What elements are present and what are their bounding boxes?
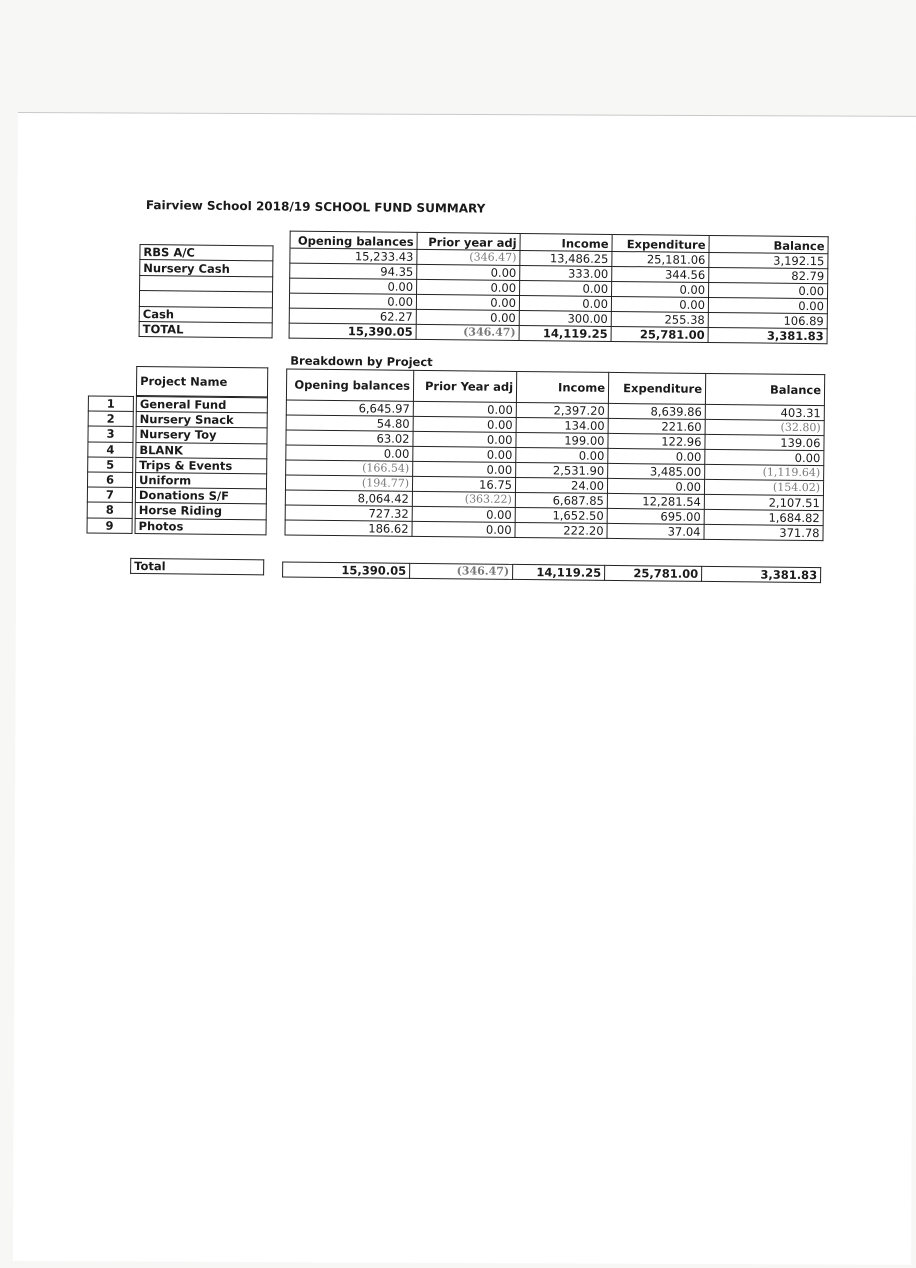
cell-expenditure: 25,181.06: [612, 251, 709, 267]
account-label: Cash: [139, 306, 272, 323]
cell-prior-adj: 0.00: [412, 506, 515, 522]
col-header-expenditure: Expenditure: [608, 372, 705, 404]
project-name: Donations S/F: [135, 488, 266, 505]
cell-balance: 106.89: [708, 312, 827, 328]
project-number: 5: [88, 457, 133, 473]
project-name: Photos: [135, 518, 266, 535]
cell-income: 13,486.25: [520, 250, 612, 266]
cell-balance: (154.02): [704, 479, 823, 495]
total-balance: 3,381.83: [702, 566, 821, 582]
col-header-expenditure: Expenditure: [612, 234, 709, 252]
cell-balance: (1,119.64): [705, 464, 824, 480]
cell-balance: 2,107.51: [704, 494, 823, 510]
cell-opening: 8,064.42: [285, 490, 412, 506]
cell-balance: 1,684.82: [704, 509, 823, 525]
cell-expenditure: 122.96: [608, 433, 705, 449]
total-balance: 3,381.83: [708, 327, 827, 343]
cell-income: 0.00: [516, 447, 608, 463]
cell-prior-adj: 16.75: [412, 476, 515, 492]
project-number: 6: [87, 472, 132, 488]
cell-balance: 403.31: [705, 404, 824, 420]
total-income: 14,119.25: [519, 325, 611, 341]
cell-income: 1,652.50: [515, 507, 607, 523]
project-number: 4: [88, 442, 133, 458]
cell-opening: 15,233.43: [290, 248, 417, 264]
cell-opening: 6,645.97: [286, 400, 413, 416]
project-name: Nursery Snack: [136, 412, 267, 429]
cell-expenditure: 12,281.54: [607, 493, 704, 509]
cell-prior-adj: 0.00: [416, 294, 519, 310]
cell-income: 2,397.20: [516, 402, 608, 418]
cell-opening: 186.62: [285, 520, 412, 536]
cell-opening: (194.77): [285, 475, 412, 491]
col-header-income: Income: [520, 233, 612, 251]
project-name-column: [135, 396, 268, 535]
cell-expenditure: 0.00: [607, 478, 704, 494]
cell-prior-adj: 0.00: [417, 264, 520, 280]
cell-income: 0.00: [520, 280, 612, 296]
cell-expenditure: 344.56: [612, 266, 709, 282]
cell-opening: 0.00: [289, 293, 416, 309]
project-name-header-box: [136, 366, 268, 397]
total-expenditure: 25,781.00: [605, 565, 702, 581]
summary-account-labels: [139, 244, 274, 339]
total-opening: 15,390.05: [289, 323, 416, 339]
account-label: RBS A/C: [140, 245, 273, 262]
project-name: BLANK: [136, 442, 267, 459]
cell-income: 199.00: [516, 432, 608, 448]
account-label: [139, 291, 272, 308]
cell-opening: 727.32: [285, 505, 412, 521]
project-name-header: Project Name: [136, 366, 267, 396]
cell-prior-adj: 0.00: [416, 309, 519, 325]
cell-balance: 0.00: [705, 449, 824, 465]
project-name: Uniform: [135, 472, 266, 489]
cell-income: 333.00: [520, 265, 612, 281]
project-number: 2: [88, 411, 133, 427]
col-header-prior-adj: Prior Year adj: [413, 370, 516, 402]
project-name: General Fund: [136, 396, 267, 413]
cell-expenditure: 8,639.86: [608, 403, 705, 419]
total-prior-adj: (346.47): [416, 324, 519, 340]
cell-opening: 94.35: [290, 263, 417, 279]
cell-prior-adj: 0.00: [413, 446, 516, 462]
breakdown-table: [284, 369, 825, 542]
document-title: Fairview School 2018/19 SCHOOL FUND SUMMARY: [145, 198, 486, 216]
cell-balance: (32.80): [705, 419, 824, 435]
cell-balance: 139.06: [705, 434, 824, 450]
cell-income: 24.00: [515, 477, 607, 493]
cell-expenditure: 3,485.00: [608, 463, 705, 479]
cell-prior-adj: 0.00: [413, 401, 516, 417]
cell-balance: 3,192.15: [709, 252, 828, 268]
col-header-prior-adj: Prior year adj: [417, 232, 520, 250]
cell-opening: 62.27: [289, 308, 416, 324]
summary-table: [289, 231, 829, 345]
cell-expenditure: 221.60: [608, 418, 705, 434]
cell-opening: (166.54): [286, 460, 413, 476]
project-name: Horse Riding: [135, 503, 266, 520]
project-number: 3: [88, 426, 133, 442]
breakdown-total-label-box: [130, 558, 264, 575]
account-label: [140, 275, 273, 292]
cell-prior-adj: 0.00: [412, 521, 515, 537]
project-number: 1: [88, 396, 133, 412]
col-header-opening: Opening balances: [286, 369, 413, 401]
total-income: 14,119.25: [513, 564, 605, 580]
cell-income: 0.00: [519, 295, 611, 311]
cell-balance: 82.79: [709, 267, 828, 283]
cell-balance: 0.00: [708, 297, 827, 313]
total-opening: 15,390.05: [283, 562, 410, 578]
cell-balance: 371.78: [704, 524, 823, 540]
breakdown-total-label: Total: [131, 558, 264, 574]
cell-prior-adj: 0.00: [413, 431, 516, 447]
breakdown-heading: Breakdown by Project: [290, 353, 433, 370]
account-label: Nursery Cash: [140, 260, 273, 277]
col-header-income: Income: [516, 371, 608, 403]
cell-balance: 0.00: [709, 282, 828, 298]
cell-opening: 54.80: [286, 415, 413, 431]
cell-prior-adj: 0.00: [413, 461, 516, 477]
col-header-balance: Balance: [709, 235, 828, 253]
total-expenditure: 25,781.00: [611, 326, 708, 342]
account-total-label: TOTAL: [139, 321, 272, 338]
project-number-column: [87, 395, 134, 533]
project-number: 9: [87, 517, 132, 533]
total-prior-adj: (346.47): [410, 563, 513, 579]
cell-prior-adj: (346.47): [417, 249, 520, 265]
cell-opening: 0.00: [290, 278, 417, 294]
cell-income: 300.00: [519, 310, 611, 326]
cell-opening: 0.00: [286, 445, 413, 461]
cell-expenditure: 0.00: [612, 281, 709, 297]
cell-income: 6,687.85: [515, 492, 607, 508]
cell-income: 222.20: [515, 522, 607, 538]
breakdown-total-row: [282, 562, 821, 584]
col-header-opening: Opening balances: [290, 231, 417, 249]
cell-expenditure: 255.38: [611, 311, 708, 327]
cell-expenditure: 695.00: [607, 508, 704, 524]
cell-opening: 63.02: [286, 430, 413, 446]
cell-expenditure: 0.00: [608, 448, 705, 464]
cell-prior-adj: 0.00: [413, 416, 516, 432]
cell-expenditure: 0.00: [611, 296, 708, 312]
col-header-balance: Balance: [705, 373, 824, 405]
cell-prior-adj: (363.22): [412, 491, 515, 507]
cell-expenditure: 37.04: [607, 523, 704, 539]
project-number: 8: [87, 502, 132, 518]
cell-income: 134.00: [516, 417, 608, 433]
project-number: 7: [87, 487, 132, 503]
cell-income: 2,531.90: [516, 462, 608, 478]
project-name: Nursery Toy: [136, 427, 267, 444]
cell-prior-adj: 0.00: [417, 279, 520, 295]
project-name: Trips & Events: [136, 457, 267, 474]
